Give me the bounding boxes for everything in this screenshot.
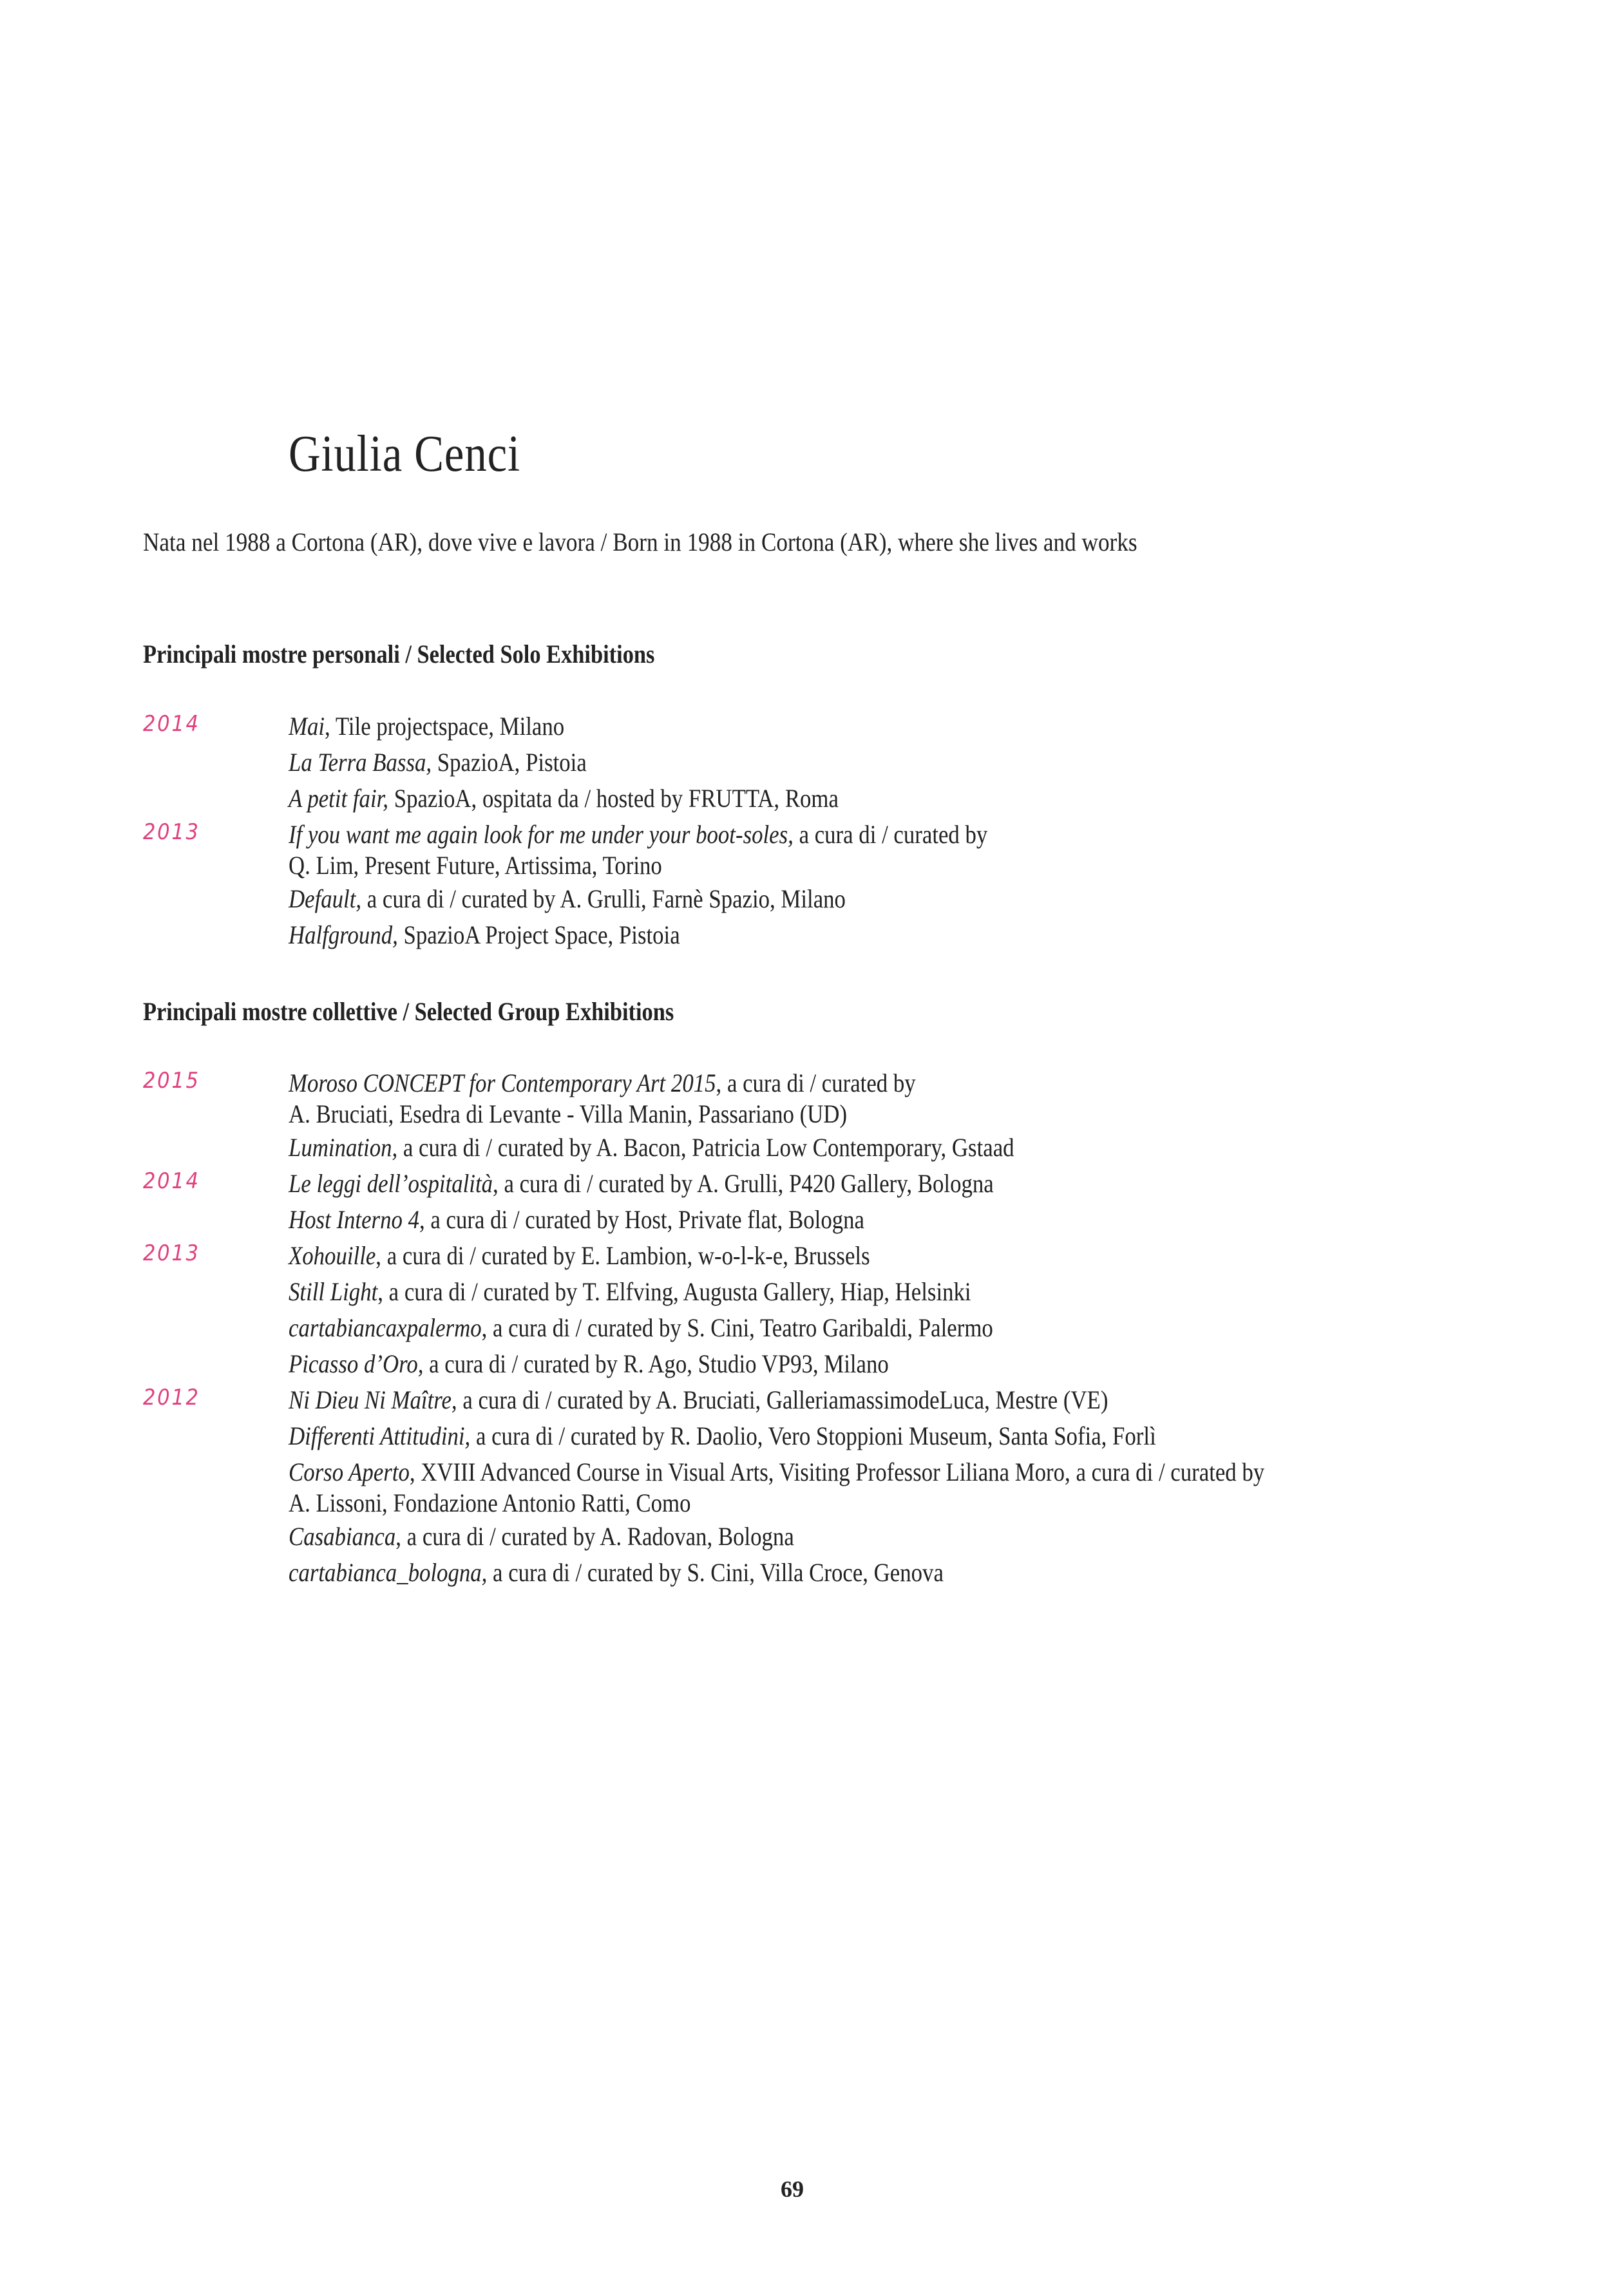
entry-year: 2015 [143,1068,200,1094]
exhibition-title: Ni Dieu Ni Maître, [289,1385,457,1414]
list-item [0,1274,1607,1310]
group-exhibitions-heading: Principali mostre collettive / Selected Group Exhibitions [143,997,674,1026]
list-item [0,817,1607,881]
entry-text [289,1454,1521,1519]
entry-text [289,1274,1521,1307]
exhibition-title: Default, [289,884,362,913]
exhibition-details: , XVIII Advanced Course in Visual Arts, Visiting Professor Liliana Moro, a cura di / curated by [409,1457,1265,1486]
exhibition-details: , a cura di / curated by T. Elfving, Augusta Gallery, Hiap, Helsinki [377,1277,971,1306]
list-item [0,745,1607,781]
solo-exhibitions-list [0,708,1607,953]
exhibition-title: Mai [289,712,325,741]
entry-text [289,917,1521,951]
entry-text [289,817,1521,881]
exhibition-title: Moroso CONCEPT for Contemporary Art 2015 [289,1068,716,1097]
exhibition-details-continued: A. Bruciati, Esedra di Levante - Villa Manin, Passariano (UD) [289,1099,848,1128]
exhibition-details: , a cura di / curated by A. Radovan, Bologna [395,1522,794,1551]
entry-year: 2012 [143,1385,200,1410]
entry-text [289,1238,1521,1271]
exhibition-details: , a cura di / curated by S. Cini, Teatro Garibaldi, Palermo [481,1313,993,1342]
list-item [0,1346,1607,1382]
entry-text [289,1382,1521,1416]
entry-text [289,1166,1521,1199]
exhibition-details: a cura di / curated by A. Grulli, Farnè Spazio, Milano [361,884,846,913]
entry-text [289,1555,1521,1588]
exhibition-title: Lumination, [289,1133,398,1162]
exhibition-details: SpazioA, Pistoia [432,748,587,777]
entry-year: 2014 [143,1168,200,1194]
entry-text [289,781,1521,814]
entry-text [289,881,1521,915]
entry-text [289,1519,1521,1552]
entry-text [289,1202,1521,1235]
list-item [0,1202,1607,1238]
exhibition-details: , a cura di / curated by A. Grulli, P420 Gallery, Bologna [493,1169,994,1198]
exhibition-details: a cura di / curated by R. Ago, Studio VP93, Milano [423,1349,889,1378]
list-item [0,1454,1607,1519]
exhibition-title: If you want me again look for me under your boot-soles, [289,820,794,849]
exhibition-details-continued: Q. Lim, Present Future, Artissima, Torino [289,851,662,880]
exhibition-details-continued: A. Lissoni, Fondazione Antonio Ratti, Como [289,1488,691,1517]
list-item [0,781,1607,817]
entry-text [289,1130,1521,1163]
exhibition-details: a cura di / curated by A. Bacon, Patricia Low Contemporary, Gstaad [397,1133,1014,1162]
list-item [0,1519,1607,1555]
entry-year: 2014 [143,711,200,737]
exhibition-details: , a cura di / curated by E. Lambion, w-o-l-k-e, Brussels [376,1241,870,1270]
exhibition-title: Le leggi dell’ospitalità [289,1169,493,1198]
exhibition-details: , a cura di / curated by [716,1068,916,1097]
entry-year: 2013 [143,819,200,845]
exhibition-details: SpazioA Project Space, Pistoia [397,920,680,949]
list-item [0,1130,1607,1166]
entry-text [289,1310,1521,1343]
exhibition-title: Corso Aperto [289,1457,410,1486]
list-item [0,708,1607,745]
page-number: 69 [781,2176,804,2202]
exhibition-title: Casabianca [289,1522,396,1551]
exhibition-details: SpazioA, ospitata da / hosted by FRUTTA, Roma [388,784,839,813]
list-item [0,881,1607,917]
entry-text [289,1065,1521,1130]
solo-exhibitions-heading: Principali mostre personali / Selected Solo Exhibitions [143,640,655,669]
exhibition-details: a cura di / curated by A. Bruciati, GalleriamassimodeLuca, Mestre (VE) [457,1385,1108,1414]
artist-bio: Nata nel 1988 a Cortona (AR), dove vive e lavora / Born in 1988 in Cortona (AR), where she lives and works [143,527,1137,556]
list-item [0,1166,1607,1202]
entry-text [289,708,1521,742]
list-item [0,1310,1607,1346]
page-title: Giulia Cenci [289,426,520,482]
exhibition-details: a cura di / curated by [793,820,988,849]
exhibition-title: Still Light [289,1277,378,1306]
list-item [0,1555,1607,1591]
exhibition-title: A petit fair, [289,784,389,813]
exhibition-title: Host Interno 4 [289,1205,419,1234]
exhibition-title: cartabiancaxpalermo [289,1313,482,1342]
exhibition-title: Xohouille [289,1241,376,1270]
exhibition-details: , a cura di / curated by Host, Private flat, Bologna [419,1205,864,1234]
exhibition-title: La Terra Bassa, [289,748,432,777]
list-item [0,1065,1607,1130]
entry-year: 2013 [143,1240,200,1266]
exhibition-title: Differenti Attitudini, [289,1421,471,1450]
list-item [0,1238,1607,1274]
exhibition-title: Picasso d’Oro, [289,1349,424,1378]
exhibition-title: Halfground, [289,920,398,949]
group-exhibitions-list [0,1065,1607,1591]
entry-text [289,1346,1521,1380]
list-item [0,1418,1607,1454]
exhibition-details: , Tile projectspace, Milano [325,712,565,741]
entry-text [289,745,1521,778]
exhibition-details: a cura di / curated by R. Daolio, Vero Stoppioni Museum, Santa Sofia, Forlì [470,1421,1156,1450]
exhibition-title: cartabianca_bologna, [289,1558,488,1587]
exhibition-details: a cura di / curated by S. Cini, Villa Croce, Genova [487,1558,944,1587]
list-item [0,917,1607,953]
entry-text [289,1418,1521,1452]
list-item [0,1382,1607,1418]
